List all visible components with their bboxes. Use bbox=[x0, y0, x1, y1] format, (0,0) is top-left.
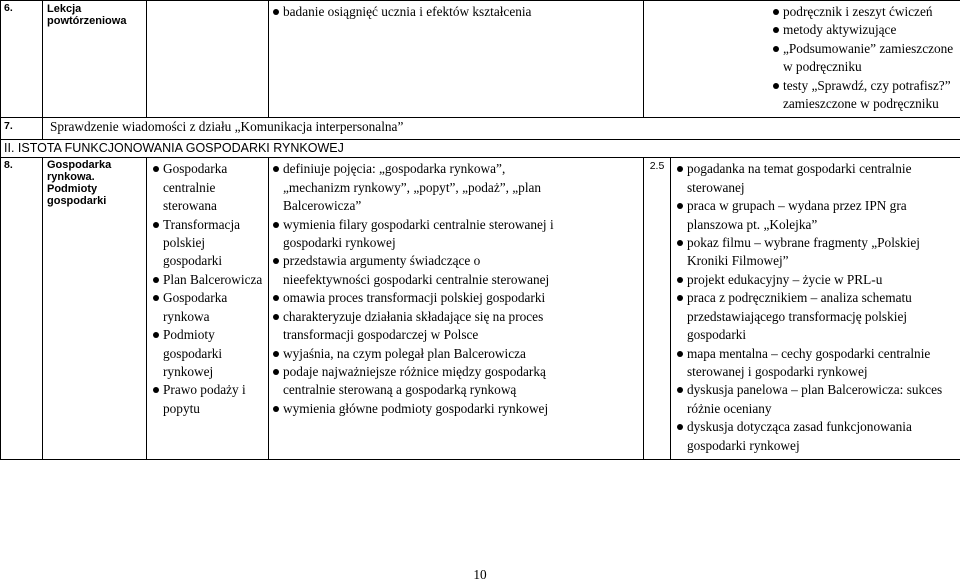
list-item: dyskusja panelowa – plan Balcerowicza: sukces różnie oceniany bbox=[673, 381, 958, 418]
lesson-topic: Lekcja powtórzeniowa bbox=[43, 1, 147, 118]
methods-cell bbox=[671, 158, 960, 460]
list-item: charakteryzuje działania składające się na proces transformacji gospodarczej w Polsce bbox=[269, 308, 569, 345]
row-number: 6. bbox=[1, 1, 43, 118]
means-cell bbox=[644, 1, 960, 118]
list-item: podaje najważniejsze różnice między gospodarką centralnie sterowaną a gospodarką rynkową bbox=[269, 363, 569, 400]
list-item: Podmioty gospodarki rynkowej bbox=[149, 326, 266, 381]
goals-list bbox=[269, 3, 641, 21]
list-item: mapa mentalna – cechy gospodarki centralnie sterowanej i gospodarki rynkowej bbox=[673, 345, 958, 382]
list-item: wymienia główne podmioty gospodarki rynkowej bbox=[269, 400, 569, 418]
list-item: definiuje pojęcia: „gospodarka rynkowa”, „mechanizm rynkowy”, „popyt”, „podaż”, „plan Balcerowicza” bbox=[269, 160, 569, 215]
list-item: przedstawia argumenty świadczące o nieefektywności gospodarki centralnie sterowanej bbox=[269, 252, 569, 289]
outcomes-cell bbox=[269, 158, 644, 460]
outcomes-list bbox=[269, 160, 569, 418]
list-item: Plan Balcerowicza bbox=[149, 271, 266, 289]
goals-cell bbox=[269, 1, 644, 118]
list-item: Gospodarka rynkowa bbox=[149, 289, 266, 326]
section-title: II. ISTOTA FUNKCJONOWANIA GOSPODARKI RYNKOWEJ bbox=[1, 140, 960, 158]
row-7-text: Sprawdzenie wiadomości z działu „Komunikacja interpersonalna” bbox=[43, 118, 960, 140]
terms-cell bbox=[147, 158, 269, 460]
list-item: Prawo podaży i popytu bbox=[149, 381, 266, 418]
means-list bbox=[769, 3, 958, 113]
list-item: podręcznik i zeszyt ćwiczeń bbox=[769, 3, 958, 21]
list-item: projekt edukacyjny – życie w PRL-u bbox=[673, 271, 958, 289]
list-item: dyskusja dotycząca zasad funkcjonowania gospodarki rynkowej bbox=[673, 418, 958, 455]
list-item: metody aktywizujące bbox=[769, 21, 958, 39]
list-item: badanie osiągnięć ucznia i efektów kształcenia bbox=[269, 3, 641, 21]
methods-list bbox=[673, 160, 958, 455]
list-item: pogadanka na temat gospodarki centralnie sterowanej bbox=[673, 160, 958, 197]
list-item: pokaz filmu – wybrane fragmenty „Polskiej Kroniki Filmowej” bbox=[673, 234, 958, 271]
list-item: wyjaśnia, na czym polegał plan Balcerowicza bbox=[269, 345, 569, 363]
page-number: 10 bbox=[473, 567, 487, 582]
table-row-6 bbox=[1, 1, 960, 118]
list-item: wymienia filary gospodarki centralnie sterowanej i gospodarki rynkowej bbox=[269, 216, 569, 253]
table-row-7 bbox=[1, 118, 960, 140]
table-row-8 bbox=[1, 158, 960, 460]
lesson-topic: Gospodarka rynkowa. Podmioty gospodarki bbox=[43, 158, 147, 460]
section-header-row bbox=[1, 140, 960, 158]
terms-cell bbox=[147, 1, 269, 118]
row-number: 8. bbox=[1, 158, 43, 460]
list-item: omawia proces transformacji polskiej gospodarki bbox=[269, 289, 569, 307]
row-number: 7. bbox=[1, 118, 43, 140]
hours-cell: 2.5 bbox=[644, 158, 671, 460]
list-item: „Podsumowanie” zamieszczone w podręczniku bbox=[769, 40, 958, 77]
list-item: Gospodarka centralnie sterowana bbox=[149, 160, 266, 215]
list-item: Transformacja polskiej gospodarki bbox=[149, 216, 266, 271]
list-item: praca z podręcznikiem – analiza schematu przedstawiającego transformację polskiej gospodarki bbox=[673, 289, 958, 344]
terms-list bbox=[149, 160, 266, 418]
list-item: praca w grupach – wydana przez IPN gra planszowa pt. „Kolejka” bbox=[673, 197, 958, 234]
list-item: testy „Sprawdź, czy potrafisz?” zamieszczone w podręczniku bbox=[769, 77, 958, 114]
